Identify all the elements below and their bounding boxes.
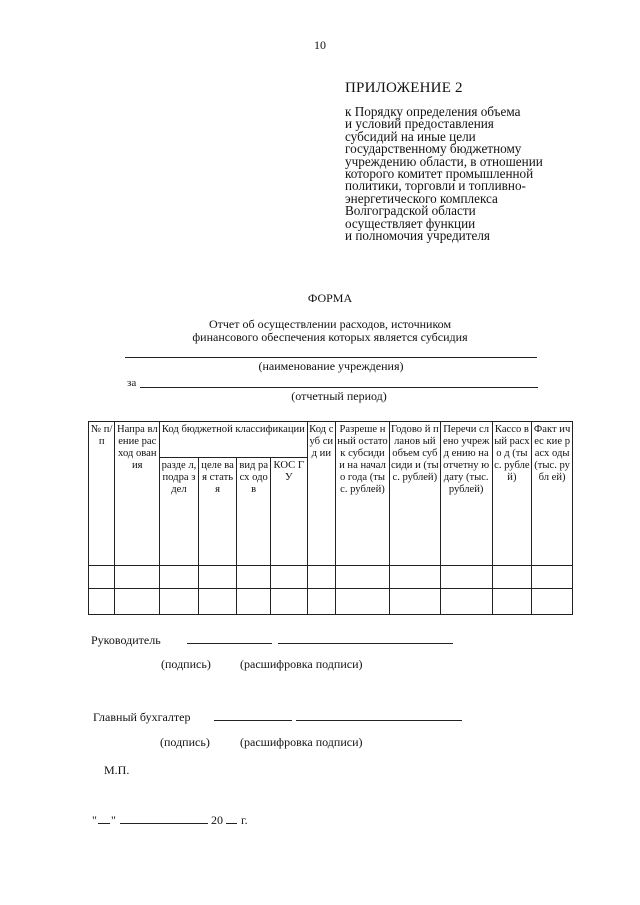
accountant-decode-line[interactable] [296, 720, 462, 721]
accountant-label: Главный бухгалтер [93, 710, 191, 724]
header-num: № п/п [89, 422, 115, 566]
table-cell[interactable] [389, 589, 440, 615]
reporting-period-line[interactable] [140, 387, 538, 388]
report-title-line: Отчет об осуществлении расходов, источником [208, 317, 452, 331]
table-cell[interactable] [307, 589, 335, 615]
header-annual-plan: Годово й планов ый объем субсиди и (тыс. рублей) [389, 422, 440, 566]
report-title-line: финансового обеспечения которых является субсидия [192, 330, 468, 344]
header-cash-expenses: Кассо вый расхо д (тыс. рубле й) [492, 422, 532, 566]
table-cell[interactable] [89, 566, 115, 589]
header-expense-type: вид расх одов [237, 458, 271, 566]
table-row[interactable] [89, 589, 573, 615]
header-allowed-balance: Разреше нный остаток субсиди и на начало года (тыс. рублей) [336, 422, 390, 566]
table-cell[interactable] [440, 589, 492, 615]
appendix-line: и условий предоставления [345, 116, 494, 132]
date-year-prefix: 20 [211, 813, 223, 827]
table-cell[interactable] [160, 589, 199, 615]
table-cell[interactable] [336, 566, 390, 589]
table-cell[interactable] [492, 589, 532, 615]
table-cell[interactable] [440, 566, 492, 589]
report-table [88, 421, 573, 615]
date-year-line[interactable] [226, 823, 237, 824]
header-subsidy-code: Код суб сид ии [307, 422, 335, 566]
accountant-signature-line[interactable] [214, 720, 292, 721]
head-signature-line[interactable] [187, 643, 272, 644]
appendix-line: учреждению области, в отношении [345, 153, 543, 169]
appendix-line: к Порядку определения объема [345, 104, 521, 119]
header-actual-expenses: Факт ичес кие расх оды (тыс. рубл ей) [532, 422, 573, 566]
period-prefix: за [127, 377, 137, 389]
table-cell[interactable] [160, 566, 199, 589]
accountant-sign-caption: (подпись) [160, 735, 210, 749]
table-row[interactable] [89, 566, 573, 589]
table-cell[interactable] [237, 566, 271, 589]
table-cell[interactable] [492, 566, 532, 589]
date-quote-close: " [111, 813, 116, 827]
table-cell[interactable] [237, 589, 271, 615]
table-cell[interactable] [389, 566, 440, 589]
table-cell[interactable] [89, 589, 115, 615]
form-label: ФОРМА [307, 291, 353, 305]
table-cell[interactable] [115, 566, 160, 589]
header-transferred: Перечи слено учрежд ению на отчетну ю дату (тыс. рублей) [440, 422, 492, 566]
table-cell[interactable] [198, 589, 237, 615]
appendix-line: энергетического комплекса [345, 190, 498, 206]
appendix-line: и полномочия учредителя [345, 228, 490, 244]
appendix-line: субсидий на иные цели [345, 128, 476, 144]
page-number: 10 [314, 38, 326, 52]
date-month-line[interactable] [120, 823, 208, 824]
institution-caption: (наименование учреждения) [258, 359, 404, 373]
table-cell[interactable] [198, 566, 237, 589]
date-day-line[interactable] [98, 823, 110, 824]
date-year-suffix: г. [241, 813, 248, 827]
table-cell[interactable] [532, 589, 573, 615]
header-budget-code: Код бюджетной классификации [160, 422, 307, 458]
header-kosgu: КОС ГУ [270, 458, 307, 566]
appendix-line: государственному бюджетному [345, 141, 522, 157]
head-label: Руководитель [91, 633, 161, 647]
period-caption: (отчетный период) [291, 389, 387, 403]
appendix-title: ПРИЛОЖЕНИЕ 2 [345, 80, 463, 96]
head-decode-line[interactable] [278, 643, 453, 644]
header-section: разде л, подра здел [160, 458, 199, 566]
report-title [130, 318, 530, 344]
header-direction: Напра вление расход ования [115, 422, 160, 566]
stamp-label: М.П. [104, 763, 130, 777]
table-cell[interactable] [336, 589, 390, 615]
table-cell[interactable] [270, 566, 307, 589]
header-row [89, 422, 573, 458]
table-cell[interactable] [270, 589, 307, 615]
head-decode-caption: (расшифровка подписи) [240, 657, 363, 671]
appendix-line: Волгоградской области [345, 203, 476, 219]
date-quote-open: " [92, 813, 97, 827]
table-cell[interactable] [307, 566, 335, 589]
institution-name-line[interactable] [125, 357, 537, 358]
head-sign-caption: (подпись) [161, 657, 211, 671]
appendix-line: политики, торговли и топливно- [345, 178, 526, 194]
table-cell[interactable] [115, 589, 160, 615]
appendix-line: осуществляет функции [345, 215, 476, 231]
accountant-decode-caption: (расшифровка подписи) [240, 735, 363, 749]
appendix-line: которого комитет промышленной [345, 166, 534, 182]
appendix-description [345, 106, 595, 242]
table-cell[interactable] [532, 566, 573, 589]
header-target-article: целе вая стать я [198, 458, 237, 566]
